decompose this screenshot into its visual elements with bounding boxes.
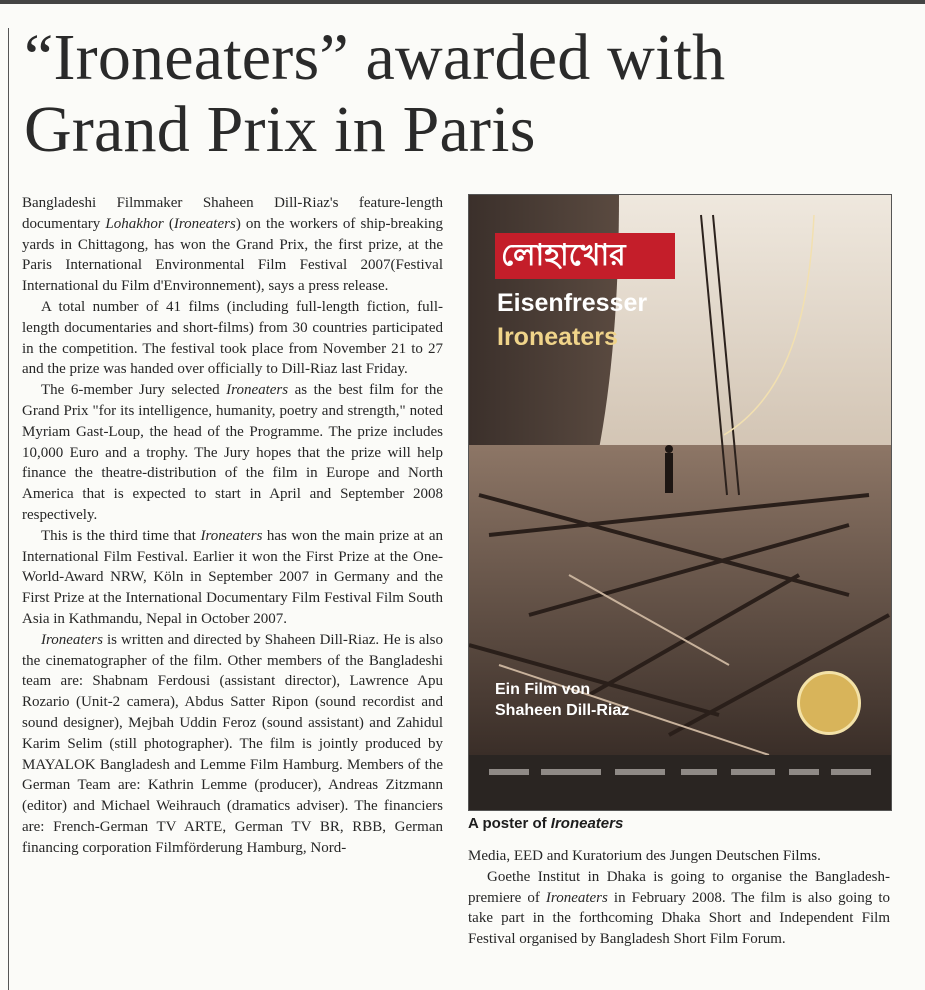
- poster-caption: A poster of Ironeaters: [468, 815, 624, 832]
- award-seal-icon: [797, 671, 861, 735]
- headline-line-2: Grand Prix in Paris: [24, 93, 536, 166]
- sponsor-logo-icon: [831, 769, 871, 775]
- top-border-rule: [0, 0, 925, 4]
- article-paragraph-3: The 6-member Jury selected Ironeaters as the best film for the Grand Prix "for its intelligence, humanity, poetry and strength," noted Myriam Gast-Loup, the head of the Programme. The prize includes 10,000 Euro and a trophy. The Jury hopes that the prize will help finance the theatre-distribution of the film in Europe and North America that is expected to start in April and September 2008 respectively.: [22, 382, 443, 523]
- film-title: Ironeaters: [173, 215, 236, 232]
- article-column-right: [468, 846, 890, 950]
- article-column-left: [22, 193, 443, 859]
- sponsor-logo-icon: [489, 769, 529, 775]
- poster-title-english: Ironeaters: [497, 323, 618, 351]
- film-title: Ironeaters: [545, 889, 608, 906]
- headline-line-1: “Ironeaters” awarded with: [24, 21, 726, 94]
- sponsor-logo-icon: [541, 769, 601, 775]
- article-paragraph-5: Ironeaters is written and directed by Shaheen Dill-Riaz. He is also the cinematographer of the film. Other members of the Bangladeshi team are: Shabnam Ferdousi (assistant director), Lawrence Apu Rozario (Unit-2 camera), Abdus Satter Ripon (sound recordist and sound designer), Mejbah Uddin Feroz (sound assistant) and Zahidul Karim Selim (still photographer). The film is jointly produced by MAYALOK Bangladesh and Lemme Film Hamburg. Members of the German Team are: Kathrin Lemme (producer), Andreas Zitzmann (editor) and Michael Weihrauch (dramatics adviser). The financiers are: French-German TV ARTE, German TV BR, RBB, German financing corporation Filmförderung Hamburg, Nord-: [22, 631, 443, 856]
- poster-title-bengali: লোহাখোর: [495, 233, 675, 279]
- film-title: Lohakhor: [105, 215, 164, 232]
- article-paragraph-1: Bangladeshi Filmmaker Shaheen Dill-Riaz's feature-length documentary Lohakhor (Ironeaters) on the workers of ship-breaking yards in Chittagong, has won the Grand Prix, the first prize, at the Paris International Environmental Film Festival 2007(Festival International du Film d'Environnement), says a press release.: [22, 195, 443, 295]
- film-title: Ironeaters: [41, 631, 103, 648]
- poster-title-german: Eisenfresser: [497, 289, 648, 317]
- sponsor-logo-icon: [615, 769, 665, 775]
- article-paragraph-5-continued: Media, EED and Kuratorium des Jungen Deutschen Films.: [468, 848, 821, 864]
- poster-credit-line-2: Shaheen Dill-Riaz: [495, 702, 630, 719]
- sponsor-logo-icon: [731, 769, 775, 775]
- poster-credit-line-1: Ein Film von: [495, 681, 591, 698]
- article-paragraph-6: Goethe Institut in Dhaka is going to organise the Bangladesh-premiere of Ironeaters in February 2008. The film is also going to take part in the forthcoming Dhaka Short and Independent Film Festival organised by Bangladesh Short Film Forum.: [468, 868, 890, 948]
- left-column-rule: [8, 28, 9, 990]
- sponsor-logo-icon: [681, 769, 717, 775]
- film-title: Ironeaters: [550, 815, 624, 832]
- headline: [24, 22, 914, 166]
- film-title: Ironeaters: [200, 527, 263, 544]
- article-paragraph-2: A total number of 41 films (including full-length fiction, full-length documentaries and short-films) from 30 countries participated in the competition. The festival took place from November 21 to 27 and the prize was handed over officially to Dill-Riaz last Friday.: [22, 298, 443, 378]
- film-poster-image: [468, 194, 892, 811]
- film-title: Ironeaters: [226, 382, 289, 399]
- poster-sponsor-logos: [469, 755, 891, 810]
- article-paragraph-4: This is the third time that Ironeaters has won the main prize at an International Film Festival. Earlier it won the First Prize at the One-World-Award NRW, Köln in September 2007 in Germany and the First Prize at the International Documentary Film Festival Film South Asia in Kathmandu, Nepal in October 2007.: [22, 527, 443, 627]
- sponsor-logo-icon: [789, 769, 819, 775]
